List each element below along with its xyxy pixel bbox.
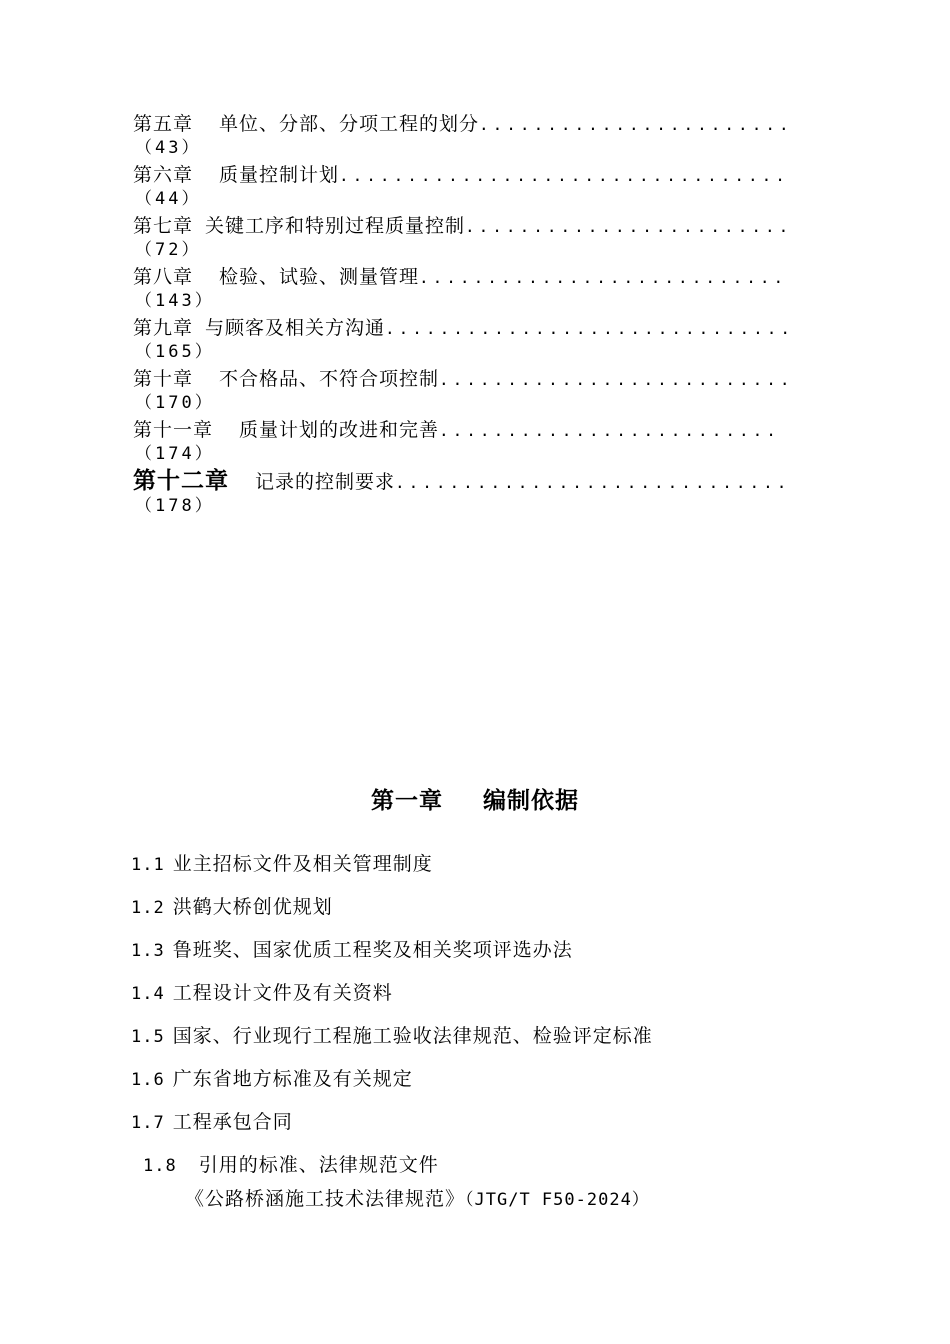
toc-leader-dots <box>419 264 789 292</box>
toc-entry[interactable] <box>133 263 793 314</box>
toc-entry[interactable] <box>133 161 793 212</box>
item-text: 洪鹤大桥创优规划 <box>172 896 333 918</box>
toc-chapter-label: 第十二章 <box>133 468 229 494</box>
toc-chapter-label: 第十一章 <box>133 419 214 441</box>
toc-title: 不合格品、不符合项控制 <box>219 368 440 390</box>
toc-page-number: （72） <box>135 240 202 260</box>
toc-title: 质量计划的改进和完善 <box>239 419 440 441</box>
list-item <box>131 1065 653 1108</box>
toc-page-number: （170） <box>135 393 215 413</box>
toc-title: 记录的控制要求 <box>255 471 396 493</box>
toc-leader-dots <box>339 162 789 190</box>
toc-entry[interactable] <box>133 467 793 518</box>
toc-entry[interactable] <box>133 416 793 467</box>
list-item <box>131 1022 653 1065</box>
item-text: 业主招标文件及相关管理制度 <box>172 853 433 875</box>
item-text: 广东省地方标准及有关规定 <box>172 1068 413 1090</box>
toc-leader-dots <box>465 213 789 241</box>
list-item <box>131 1108 653 1151</box>
toc-page-number: （174） <box>135 444 215 464</box>
item-number: 1.8 <box>143 1156 177 1176</box>
toc-chapter-label: 第五章 <box>133 113 194 135</box>
toc-chapter-label: 第七章 <box>133 215 194 237</box>
item-text: 国家、行业现行工程施工验收法律规范、检验评定标准 <box>172 1025 653 1047</box>
toc-page-number: （43） <box>135 138 202 158</box>
toc-leader-dots <box>385 315 789 343</box>
item-number: 1.4 <box>131 984 165 1004</box>
toc-entry[interactable] <box>133 212 793 263</box>
toc-chapter-label: 第八章 <box>133 266 194 288</box>
list-item <box>131 979 653 1022</box>
item-number: 1.7 <box>131 1113 165 1133</box>
list-item <box>131 936 653 979</box>
toc-page-number: （44） <box>135 189 202 209</box>
reference-code: （JTG/T F50-2024） <box>465 1190 650 1210</box>
item-number: 1.6 <box>131 1070 165 1090</box>
item-number: 1.1 <box>131 855 165 875</box>
toc-page-number: （178） <box>135 496 215 516</box>
item-text: 鲁班奖、国家优质工程奖及相关奖项评选办法 <box>172 939 573 961</box>
reference-standard <box>185 1185 650 1214</box>
toc-title: 单位、分部、分项工程的划分 <box>219 113 480 135</box>
chapter-title: 编制依据 <box>483 788 579 814</box>
item-text: 引用的标准、法律规范文件 <box>198 1154 439 1176</box>
toc-title: 质量控制计划 <box>219 164 340 186</box>
list-item <box>131 893 653 936</box>
toc-entry[interactable] <box>133 365 793 416</box>
toc-chapter-label: 第九章 <box>133 317 194 339</box>
item-number: 1.5 <box>131 1027 165 1047</box>
toc-page-number: （143） <box>135 291 215 311</box>
toc-leader-dots <box>395 469 789 497</box>
toc-leader-dots <box>479 111 789 139</box>
toc-leader-dots <box>439 417 778 445</box>
chapter-label: 第一章 <box>371 788 443 814</box>
basis-list <box>131 850 653 1185</box>
toc-entry[interactable] <box>133 314 793 365</box>
list-item <box>131 850 653 893</box>
table-of-contents <box>133 110 793 518</box>
item-text: 工程设计文件及有关资料 <box>172 982 393 1004</box>
reference-title: 《公路桥涵施工技术法律规范》 <box>185 1188 466 1210</box>
chapter-heading <box>0 782 950 815</box>
item-number: 1.3 <box>131 941 165 961</box>
toc-page-number: （165） <box>135 342 215 362</box>
toc-chapter-label: 第十章 <box>133 368 194 390</box>
item-number: 1.2 <box>131 898 165 918</box>
list-item <box>143 1151 653 1185</box>
toc-title: 与顾客及相关方沟通 <box>205 317 386 339</box>
toc-chapter-label: 第六章 <box>133 164 194 186</box>
toc-leader-dots <box>439 366 789 394</box>
toc-entry[interactable] <box>133 110 793 161</box>
item-text: 工程承包合同 <box>172 1111 293 1133</box>
toc-title: 检验、试验、测量管理 <box>219 266 420 288</box>
toc-title: 关键工序和特别过程质量控制 <box>205 215 466 237</box>
